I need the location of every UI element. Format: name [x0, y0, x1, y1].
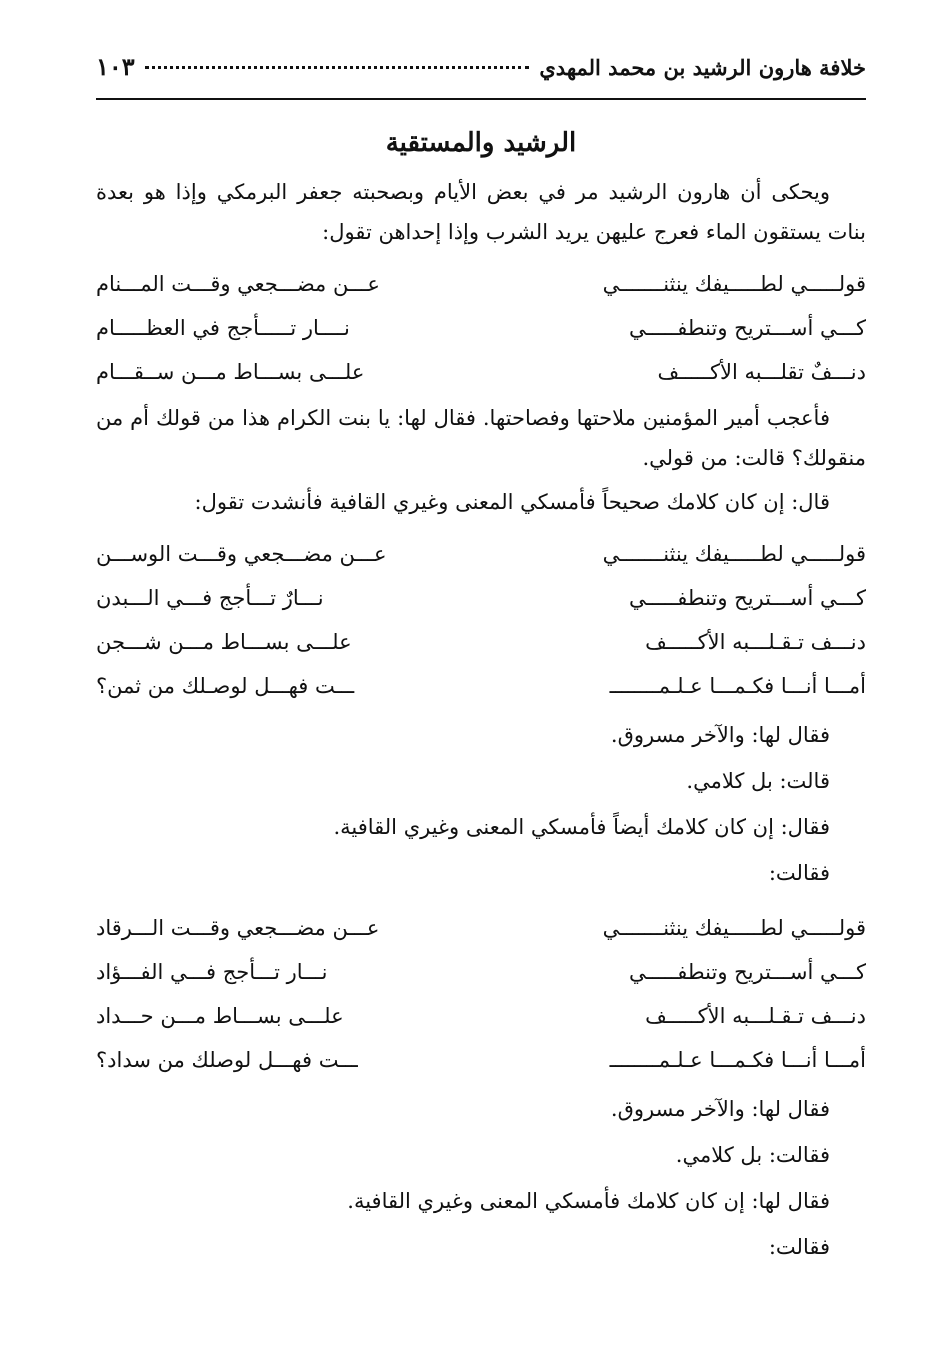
verse-line: [96, 906, 866, 950]
verse-first-hemistich: كـــي أســـتريح وتنطفـــــي: [629, 316, 866, 340]
verse-second-hemistich: علـــى بســـاط مـــن ســقـــام: [96, 360, 365, 384]
poem-3: [96, 906, 866, 1082]
verse-first-hemistich: أمـــا أنـــا فكـمـــا عـلـمــــــــ: [609, 1048, 866, 1072]
verse-first-hemistich: أمـــا أنـــا فكـمـــا عـلـمــــــــ: [609, 674, 866, 698]
page-number: ١٠٣: [96, 52, 135, 81]
verse-first-hemistich: قولـــــي لطـــــيفك ينثنـــــــي: [602, 916, 866, 940]
poem-1: [96, 262, 866, 394]
dialog-line: فقالت: بل كلامي.: [675, 1143, 830, 1167]
verse-line: [96, 994, 866, 1038]
dialog-line: فقال لها: إن كان كلامك فأمسكي المعنى وغيري القافية.: [347, 1189, 830, 1213]
verse-second-hemistich: ـــت فهـــل لوصـلك من ثمن؟: [96, 674, 355, 698]
header-dot-leader: [145, 66, 530, 69]
verse-second-hemistich: عـــن مضـــجعي وقـــت الـــرقاد: [96, 916, 380, 940]
dialog-2: [96, 1086, 866, 1270]
verse-second-hemistich: علـــى بســـاط مـــن حـــداد: [96, 1004, 344, 1028]
verse-second-hemistich: ـــت فهـــل لوصلك من سداد؟: [96, 1048, 358, 1072]
running-header: [96, 52, 866, 100]
poem-2: [96, 532, 866, 708]
verse-line: [96, 664, 866, 708]
verse-first-hemistich: كـــي أســـتريح وتنطفـــــي: [629, 586, 866, 610]
dialog-line: فقال: إن كان كلامك أيضاً فأمسكي المعنى وغيري القافية.: [333, 815, 830, 839]
verse-first-hemistich: دنـــف تـقـلـــبه الأكـــــف: [645, 1004, 866, 1028]
verse-first-hemistich: دنـــفٌ تقلـــبه الأكـــــف: [657, 360, 866, 384]
dialog-1: [96, 712, 866, 896]
book-page: [96, 52, 866, 1270]
verse-line: [96, 1038, 866, 1082]
intro-paragraph: ويحكى أن هارون الرشيد مر في بعض الأيام وبصحبته جعفر البرمكي وإذا هو بعدة بنات يستقون الماء فعرج عليهن يريد الشرب وإذا إحداهن تقول:: [96, 180, 866, 244]
verse-line: [96, 532, 866, 576]
verse-second-hemistich: علـــى بســـاط مـــن شـــجن: [96, 630, 352, 654]
verse-second-hemistich: نـــارٌ تـــأجج فـــي الـــبدن: [96, 586, 324, 610]
dialog-line: فقال لها: والآخر مسروق.: [610, 1097, 830, 1121]
paragraph-admiration: فأعجب أمير المؤمنين ملاحتها وفصاحتها. فقال لها: يا بنت الكرام هذا من قولك أم من منقولك؟ قالت: من قولي.: [96, 406, 866, 470]
verse-line: [96, 950, 866, 994]
verse-line: [96, 576, 866, 620]
verse-second-hemistich: نــــار تـــــأجج في العظـــــام: [96, 316, 350, 340]
dialog-line: فقالت:: [768, 1235, 830, 1259]
verse-first-hemistich: قولـــــي لطـــــيفك ينثنـــــــي: [602, 542, 866, 566]
running-header-title: خلافة هارون الرشيد بن محمد المهدي: [539, 55, 866, 80]
verse-second-hemistich: نـــار تـــأجج فـــي الفـــؤاد: [96, 960, 328, 984]
verse-first-hemistich: قولـــــي لطـــــيفك ينثنـــــــي: [602, 272, 866, 296]
verse-second-hemistich: عـــن مضـــجعي وقـــت المـــنام: [96, 272, 380, 296]
verse-first-hemistich: دنـــف تـقـلـــبه الأكـــــف: [645, 630, 866, 654]
verse-line: [96, 306, 866, 350]
dialog-line: فقال لها: والآخر مسروق.: [610, 723, 830, 747]
verse-line: [96, 350, 866, 394]
verse-line: [96, 620, 866, 664]
verse-line: [96, 262, 866, 306]
paragraph-request: قال: إن كان كلامك صحيحاً فأمسكي المعنى وغيري القافية فأنشدت تقول:: [194, 490, 830, 514]
section-title: الرشيد والمستقية: [385, 128, 577, 158]
verse-second-hemistich: عـــن مضـــجعي وقـــت الوســـن: [96, 542, 387, 566]
dialog-line: فقالت:: [768, 861, 830, 885]
dialog-line: قالت: بل كلامي.: [686, 769, 830, 793]
verse-first-hemistich: كـــي أســـتريح وتنطفـــــي: [629, 960, 866, 984]
